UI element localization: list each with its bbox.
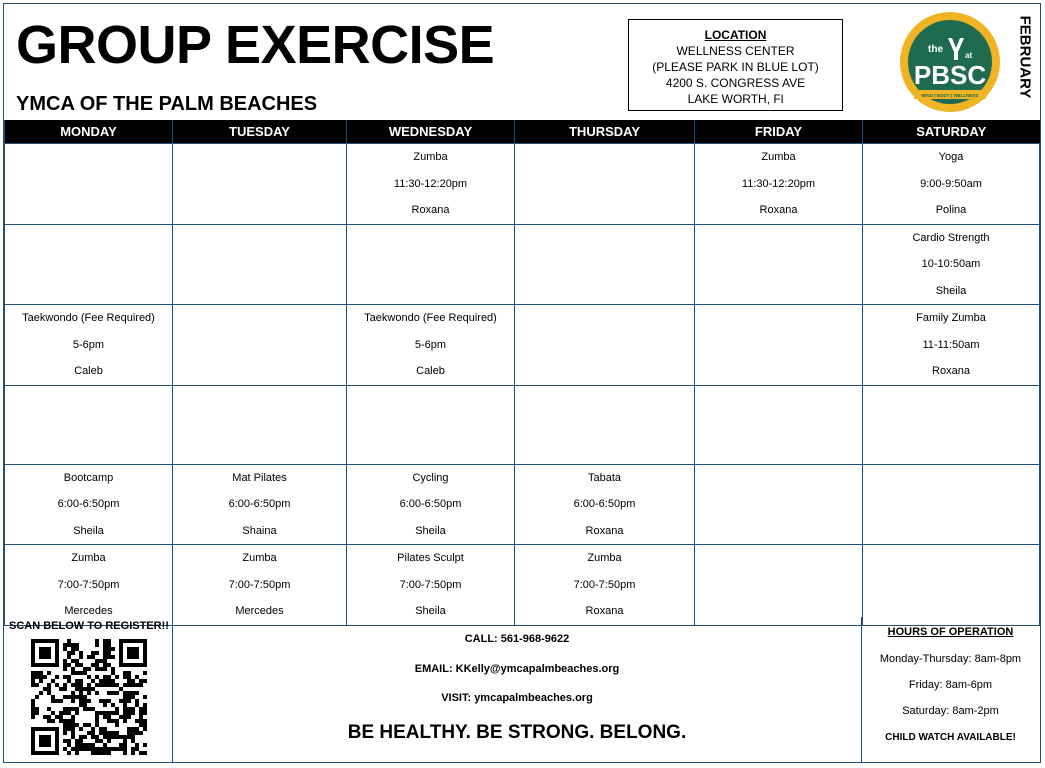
class-entry (863, 144, 1039, 224)
schedule-cell (5, 144, 173, 225)
class-entry (173, 545, 346, 625)
class-name: Cardio Strength (912, 231, 990, 244)
class-instructor: Mercedes (64, 605, 113, 617)
class-name: Family Zumba (916, 312, 986, 324)
schedule-cell (173, 144, 347, 225)
day-header: SATURDAY (863, 120, 1040, 144)
schedule-cell (347, 385, 515, 464)
logo-pbsc-text: PBSC (913, 60, 987, 90)
hours-line: Monday-Thursday: 8am-8pm (879, 653, 1022, 665)
schedule-row (5, 385, 1040, 464)
schedule-cell (347, 545, 515, 626)
class-name: Zumba (413, 151, 448, 163)
schedule-cell (695, 545, 863, 626)
registration-qr-code[interactable] (31, 639, 147, 760)
schedule-cell (347, 305, 515, 386)
class-time: 7:00-7:50pm (228, 578, 291, 591)
day-header-row (5, 120, 1040, 144)
class-name: Bootcamp (63, 471, 114, 484)
website-link[interactable]: VISIT: ymcapalmbeaches.org (441, 692, 593, 704)
class-name: Taekwondo (Fee Required) (364, 312, 497, 324)
class-entry (695, 144, 862, 224)
hours-line: Saturday: 8am-2pm (902, 705, 999, 717)
class-instructor: Polina (935, 204, 967, 216)
schedule-cell (347, 224, 515, 305)
class-time: 6:00-6:50pm (228, 498, 291, 510)
month-label (1012, 12, 1038, 102)
class-time: 5-6pm (414, 338, 447, 351)
class-time: 5-6pm (72, 338, 105, 351)
class-name: Tabata (587, 471, 622, 484)
class-instructor: Roxana (585, 524, 624, 537)
schedule-cell (515, 545, 695, 626)
class-entry (515, 465, 694, 545)
class-entry (347, 144, 514, 224)
schedule-cell (863, 305, 1040, 386)
class-entry (863, 305, 1039, 385)
schedule-cell (173, 464, 347, 545)
class-time: 7:00-7:50pm (573, 578, 636, 591)
location-line: WELLNESS CENTER (676, 44, 795, 58)
class-time: 6:00-6:50pm (573, 498, 636, 510)
slogan: BE HEALTHY. BE STRONG. BELONG. (347, 722, 687, 743)
class-instructor: Roxana (759, 204, 798, 216)
class-name: Yoga (938, 151, 964, 163)
schedule-cell (5, 464, 173, 545)
schedule-cell (515, 224, 695, 305)
logo-at-text: at (965, 51, 973, 60)
class-entry (5, 465, 172, 545)
class-instructor: Sheila (415, 524, 446, 537)
location-heading: LOCATION (704, 28, 767, 42)
schedule-cell (695, 224, 863, 305)
class-name: Zumba (587, 552, 622, 564)
schedule-cell (173, 545, 347, 626)
schedule-cell (863, 464, 1040, 545)
schedule-row (5, 305, 1040, 386)
schedule-cell (515, 385, 695, 464)
class-entry (863, 225, 1039, 305)
schedule-cell (515, 464, 695, 545)
class-instructor: Roxana (585, 605, 624, 617)
schedule-cell (695, 144, 863, 225)
schedule-row (5, 545, 1040, 626)
class-instructor: Roxana (932, 365, 970, 377)
day-header: THURSDAY (515, 120, 695, 144)
month-text: FEBRUARY (1016, 15, 1034, 99)
day-header: MONDAY (5, 120, 173, 144)
class-name: Zumba (71, 552, 106, 564)
class-time: 9:00-9:50am (920, 177, 982, 190)
class-entry (5, 545, 172, 625)
schedule-cell (515, 305, 695, 386)
email-address[interactable]: EMAIL: KKelly@ymcapalmbeaches.org (414, 663, 620, 675)
location-box (628, 19, 843, 111)
contact-section (172, 617, 862, 763)
class-time: 6:00-6:50pm (57, 498, 120, 510)
schedule-cell (173, 224, 347, 305)
location-line: (PLEASE PARK IN BLUE LOT) (652, 60, 819, 74)
day-header: FRIDAY (695, 120, 863, 144)
location-line: LAKE WORTH, Fl (687, 92, 784, 106)
class-schedule-table (4, 120, 1040, 626)
schedule-cell (863, 545, 1040, 626)
class-instructor: Shaina (242, 524, 277, 537)
hours-section (862, 617, 1039, 763)
schedule-cell (515, 144, 695, 225)
hours-line: Friday: 8am-6pm (908, 679, 993, 691)
hours-heading: HOURS OF OPERATION (887, 626, 1014, 638)
scan-to-register-label: SCAN BELOW TO REGISTER!! (9, 620, 169, 632)
day-header: TUESDAY (173, 120, 347, 144)
ymca-pbsc-logo (898, 10, 1002, 121)
class-instructor: Mercedes (235, 605, 284, 617)
class-time: 7:00-7:50pm (399, 578, 462, 591)
schedule-cell (5, 385, 173, 464)
class-time: 11:30-12:20pm (741, 177, 816, 190)
schedule-cell (347, 144, 515, 225)
class-instructor: Sheila (935, 284, 967, 297)
class-name: Mat Pilates (232, 471, 287, 484)
schedule-cell (695, 464, 863, 545)
schedule-cell (5, 305, 173, 386)
class-entry (347, 305, 514, 385)
schedule-cell (863, 224, 1040, 305)
phone-number[interactable]: CALL: 561-968-9622 (464, 633, 570, 645)
schedule-row (5, 144, 1040, 225)
child-watch-notice: CHILD WATCH AVAILABLE! (885, 732, 1016, 743)
class-instructor: Sheila (415, 605, 446, 617)
schedule-cell (5, 224, 173, 305)
logo-tagline-text: MIND | BODY | WELLNESS (921, 93, 979, 98)
schedule-cell (695, 305, 863, 386)
schedule-cell (173, 305, 347, 386)
schedule-cell (347, 464, 515, 545)
schedule-row (5, 224, 1040, 305)
schedule-cell (5, 545, 173, 626)
class-name: Pilates Sculpt (397, 552, 464, 564)
class-time: 10-10:50am (921, 258, 981, 270)
class-instructor: Caleb (74, 365, 103, 377)
schedule-cell (173, 385, 347, 464)
class-entry (347, 465, 514, 545)
class-time: 7:00-7:50pm (57, 578, 120, 591)
schedule-body (5, 144, 1040, 626)
logo-the-text: the (928, 44, 943, 55)
schedule-cell (695, 385, 863, 464)
class-entry (515, 545, 694, 625)
register-section (4, 617, 172, 763)
class-name: Zumba (761, 151, 796, 163)
organization-name: YMCA OF THE PALM BEACHES (16, 93, 318, 115)
class-instructor: Sheila (73, 524, 104, 537)
class-name: Cycling (412, 471, 449, 484)
class-entry (5, 305, 172, 385)
class-entry (347, 545, 514, 625)
day-header: WEDNESDAY (347, 120, 515, 144)
schedule-cell (863, 385, 1040, 464)
class-entry (173, 465, 346, 545)
class-time: 11:30-12:20pm (393, 177, 468, 190)
schedule-row (5, 464, 1040, 545)
class-time: 6:00-6:50pm (399, 498, 462, 510)
class-name: Zumba (242, 552, 277, 564)
class-time: 11-11:50am (922, 338, 980, 351)
class-instructor: Roxana (411, 204, 450, 216)
schedule-cell (863, 144, 1040, 225)
location-line: 4200 S. CONGRESS AVE (665, 76, 806, 90)
class-name: Taekwondo (Fee Required) (22, 312, 155, 324)
page-title: GROUP EXERCISE (16, 15, 495, 75)
class-instructor: Caleb (416, 365, 445, 377)
